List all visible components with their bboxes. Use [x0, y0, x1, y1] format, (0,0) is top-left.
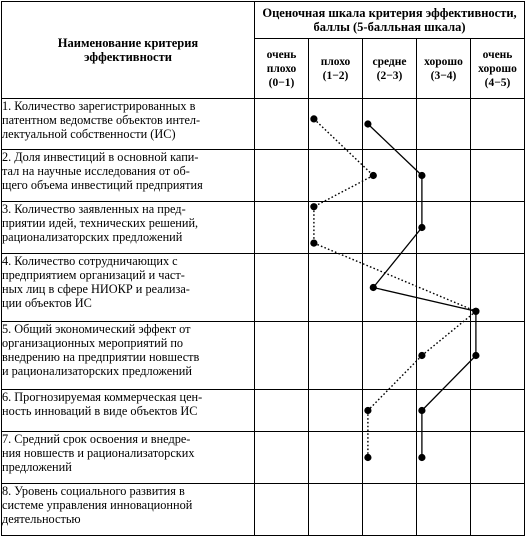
score-cell — [417, 202, 471, 254]
criteria-rows — [2, 99, 525, 536]
criterion-name-line: системе управления инновационной — [2, 498, 193, 512]
criterion-row — [2, 254, 525, 322]
criterion-name — [2, 254, 255, 322]
criterion-name-line: 3. Количество заявленных на пред- — [2, 202, 186, 216]
criterion-name-line: 6. Прогнозируемая коммерческая цен- — [2, 390, 203, 404]
score-cell — [363, 390, 417, 432]
level-label-line: очень — [482, 48, 513, 61]
criterion-name-line: 7. Средний срок освоения и внедре- — [2, 432, 191, 446]
level-label-line: хорошо — [478, 62, 517, 75]
score-cell — [309, 322, 363, 390]
criterion-name — [2, 484, 255, 536]
score-cell — [417, 390, 471, 432]
scale-title-line: баллы (5-балльная шкала) — [313, 20, 466, 34]
scale-title-line: Оценочная шкала критерия эффективности, — [262, 6, 517, 20]
criterion-row — [2, 202, 525, 254]
score-cell — [417, 99, 471, 150]
criterion-name-line: ность инноваций в виде объектов ИС — [2, 404, 198, 418]
criterion-name-line: организационных мероприятий по — [2, 336, 184, 350]
criterion-name-line: предложений — [2, 460, 72, 474]
score-cell — [255, 99, 309, 150]
criterion-name-line: патентном ведомстве объектов интел- — [2, 113, 201, 127]
score-cell — [255, 390, 309, 432]
criterion-name-line: 4. Количество сотрудничающих с — [2, 254, 178, 268]
level-range: (2−3) — [376, 69, 403, 82]
criterion-name — [2, 202, 255, 254]
score-cell — [309, 99, 363, 150]
score-cell — [255, 432, 309, 484]
criterion-name-line: 2. Доля инвестиций в основной капи- — [2, 150, 199, 164]
criterion-name-line: 1. Количество зарегистрированных в — [2, 99, 196, 113]
level-label-line: средне — [372, 55, 407, 68]
criterion-name — [2, 432, 255, 484]
score-cell — [471, 99, 525, 150]
score-cell — [363, 484, 417, 536]
score-cell — [471, 484, 525, 536]
score-cell — [417, 484, 471, 536]
level-label-line: плохо — [320, 55, 351, 68]
level-range: (3−4) — [430, 69, 457, 82]
criterion-name-line: деятельностью — [2, 512, 81, 526]
criterion-name — [2, 99, 255, 150]
criterion-row — [2, 99, 525, 150]
level-header-bad — [309, 39, 363, 99]
score-cell — [471, 322, 525, 390]
header-row-top — [2, 2, 525, 39]
criterion-row — [2, 150, 525, 202]
score-cell — [309, 484, 363, 536]
criterion-name-line: 5. Общий экономический эффект от — [2, 322, 191, 336]
criterion-name-line: ния новшеств и рационализаторских — [2, 446, 195, 460]
score-cell — [363, 99, 417, 150]
criterion-name-line: предприятием организаций и част- — [2, 268, 185, 282]
scale-header — [255, 2, 525, 39]
level-label-line: очень — [266, 48, 297, 61]
criterion-name-line: тал на научные исследования от об- — [2, 164, 190, 178]
criterion-name-line: ных лиц в сфере НИОКР и реализа- — [2, 282, 190, 296]
score-cell — [309, 432, 363, 484]
score-cell — [255, 150, 309, 202]
criterion-name-line: и рационализаторских предложений — [2, 364, 192, 378]
level-header-good — [417, 39, 471, 99]
level-label-line: плохо — [266, 62, 297, 75]
score-cell — [363, 202, 417, 254]
criterion-name-line: лектуальной собственности (ИС) — [2, 127, 176, 141]
level-header-average — [363, 39, 417, 99]
score-cell — [363, 432, 417, 484]
level-header-very-bad — [255, 39, 309, 99]
level-range: (0−1) — [268, 76, 295, 89]
score-cell — [363, 150, 417, 202]
criterion-title-line: Наименование критерия — [57, 36, 199, 50]
criterion-name — [2, 390, 255, 432]
score-cell — [417, 432, 471, 484]
score-cell — [309, 202, 363, 254]
criterion-name-line: 8. Уровень социального развития в — [2, 484, 185, 498]
score-cell — [309, 150, 363, 202]
criteria-evaluation-table-wrapper — [1, 1, 524, 537]
score-cell — [471, 432, 525, 484]
criterion-name-line: внедрению на предприятии новшеств — [2, 350, 200, 364]
criterion-column-header — [2, 2, 255, 99]
score-cell — [471, 150, 525, 202]
criterion-name-line: рационализаторских предложений — [2, 230, 183, 244]
level-label-line: хорошо — [424, 55, 463, 68]
criterion-name-line: ции объектов ИС — [2, 296, 92, 310]
criterion-name-line: щего объема инвестиций предприятия — [2, 178, 203, 192]
criterion-title-line: эффективности — [84, 50, 172, 64]
score-cell — [363, 254, 417, 322]
criterion-name — [2, 322, 255, 390]
score-cell — [363, 322, 417, 390]
score-cell — [309, 390, 363, 432]
level-range: (4−5) — [484, 76, 511, 89]
score-cell — [255, 202, 309, 254]
score-cell — [255, 322, 309, 390]
score-cell — [309, 254, 363, 322]
criterion-name — [2, 150, 255, 202]
criteria-evaluation-table — [1, 1, 525, 536]
score-cell — [471, 390, 525, 432]
score-cell — [255, 254, 309, 322]
score-cell — [417, 322, 471, 390]
score-cell — [471, 202, 525, 254]
criterion-row — [2, 390, 525, 432]
criterion-row — [2, 322, 525, 390]
score-cell — [471, 254, 525, 322]
criterion-row — [2, 432, 525, 484]
criterion-row — [2, 484, 525, 536]
level-header-very-good — [471, 39, 525, 99]
score-cell — [417, 150, 471, 202]
criterion-name-line: приятии идей, технических решений, — [2, 216, 199, 230]
score-cell — [255, 484, 309, 536]
score-cell — [417, 254, 471, 322]
level-range: (1−2) — [322, 69, 349, 82]
